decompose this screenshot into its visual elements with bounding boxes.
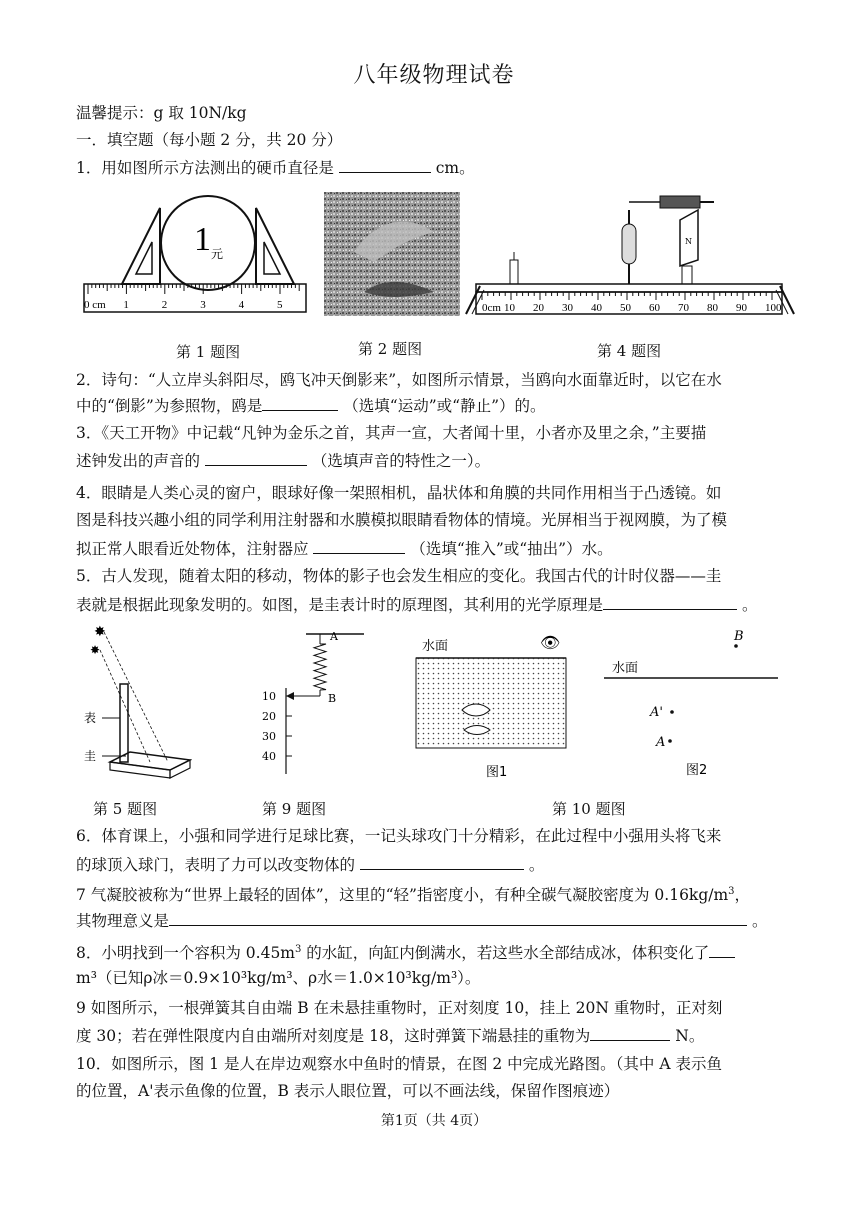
point-a-label: A	[656, 735, 666, 750]
svg-text:图1: 图1	[486, 765, 508, 780]
figure-5-gnomon	[80, 622, 192, 782]
question-4-line2: 图是科技兴趣小组的同学利用注射器和水膜模拟眼睛看物体的情境。光屏相当于视网膜，为了模	[76, 511, 728, 529]
scale-label: 30	[262, 730, 276, 743]
coin-value: 1	[194, 221, 211, 258]
bench-label: 0cm	[482, 302, 501, 314]
scale-label: 40	[262, 750, 276, 763]
question-4-line1: 4．眼睛是人类心灵的窗户，眼球好像一架照相机，晶状体和角膜的共同作用相当于凸透镜。如	[76, 484, 722, 502]
figure-9-spring	[258, 628, 368, 778]
answer-blank[interactable]	[262, 395, 338, 411]
answer-blank[interactable]	[205, 450, 307, 466]
bench-rail	[476, 284, 782, 292]
question-3-line2: 述钟发出的声音的 （选填声音的特性之一）。	[76, 452, 491, 470]
caption-fig9: 第 9 题图	[262, 800, 327, 818]
question-7-line2: 其物理意义是 。	[76, 912, 768, 930]
question-5-line1: 5．古人发现，随着太阳的移动，物体的影子也会发生相应的变化。我国古代的计时仪器——圭	[76, 567, 722, 585]
svg-text:B: B	[328, 692, 337, 705]
bench-label: 100	[765, 302, 782, 314]
svg-text:表: 表	[84, 711, 97, 725]
caption-fig5: 第 5 题图	[93, 800, 158, 818]
point-b-label: B	[734, 629, 744, 644]
svg-text:A: A	[330, 630, 338, 643]
question-2-line1: 2．诗句：“人立岸头斜阳尽，鸥飞冲天倒影来”，如图所示情景，当鸥向水面靠近时，以它在水	[76, 371, 722, 389]
question-8-line2: m³（已知ρ冰＝0.9×10³kg/m³、ρ水＝1.0×10³kg/m³）。	[76, 969, 481, 987]
ruler-label: 0 cm	[84, 299, 106, 311]
ruler-label: 1	[123, 299, 129, 311]
bench-label: 80	[707, 302, 718, 314]
page-title: 八年级物理试卷	[353, 63, 515, 88]
bench-label: 40	[591, 302, 602, 314]
bench-label: 10	[504, 302, 515, 314]
syringe	[660, 196, 700, 208]
gnomon-pole	[120, 684, 128, 762]
question-6-line2: 的球顶入球门，表明了力可以改变物体的 。	[76, 856, 545, 874]
question-10-line2: 的位置，A'表示鱼像的位置，B 表示人眼位置，可以不画法线，保留作图痕迹）	[76, 1082, 620, 1100]
question-2-line2: 中的“倒影”为参照物，鸥是 （选填“运动”或“静止”）的。	[76, 397, 546, 415]
question-7-line1: 7 气凝胶被称为“世界上最轻的固体”，这里的“轻”指密度小，有种全碳气凝胶密度为 $0.16kg/m^3$，	[76, 886, 751, 905]
answer-blank[interactable]	[360, 854, 524, 870]
ruler-label: 3	[200, 299, 206, 311]
bench-label: 70	[678, 302, 689, 314]
coin-unit: 元	[211, 247, 224, 261]
question-4-line3: 拟正常人眼看近处物体，注射器应 （选填“推入”或“抽出”）水。	[76, 540, 613, 558]
scale-label: 10	[262, 690, 276, 703]
answer-blank[interactable]	[709, 942, 735, 958]
eye-icon: 👁	[540, 633, 561, 652]
caption-fig4: 第 4 题图	[597, 342, 662, 360]
question-9-line2: 度 30；若在弹性限度内自由端所对刻度是 18，这时弹簧下端悬挂的重物为 N。	[76, 1027, 705, 1045]
question-8-line1: 8．小明找到一个容积为 $0.45m^3$ 的水缸，向缸内倒满水，若这些水全部结成冰，体积变化了	[76, 940, 735, 963]
answer-blank[interactable]	[169, 910, 747, 926]
answer-blank[interactable]	[603, 594, 737, 610]
ruler-label: 2	[161, 299, 168, 311]
water-lens	[622, 224, 636, 264]
bench-label: 90	[736, 302, 747, 314]
answer-blank[interactable]	[590, 1025, 670, 1041]
answer-blank[interactable]	[339, 157, 431, 173]
figure-10-diagram-1	[412, 632, 570, 782]
sun-icon: ✸	[94, 624, 106, 640]
bench-label: 60	[649, 302, 660, 314]
scale-label: 20	[262, 710, 276, 723]
page-footer: 第1页（共 4页）	[380, 1113, 488, 1129]
svg-text:图2: 图2	[686, 763, 708, 778]
figure-1-coin-ruler	[80, 188, 310, 320]
question-9-line1: 9 如图所示，一根弹簧其自由端 B 在未悬挂重物时，正对刻度 10，挂上 20N 重物时，正对刻	[76, 999, 723, 1017]
tip: 温馨提示：g 取 10N/kg	[76, 104, 247, 122]
question-1: 1．用如图所示方法测出的硬币直径是 cm。	[76, 159, 475, 177]
question-3-line1: 3．《天工开物》中记载“凡钟为金乐之首，其声一宣，大者闻十里，小者亦及里之余，”主要描	[76, 424, 707, 442]
water-label: 水面	[422, 639, 449, 654]
caption-fig1: 第 1 题图	[176, 343, 241, 361]
ruler-label: 4	[238, 299, 245, 311]
svg-text:N: N	[685, 237, 692, 246]
caption-fig2: 第 2 题图	[358, 340, 423, 358]
section-heading: 一．填空题（每小题 2 分，共 20 分）	[76, 131, 343, 149]
bench-label: 50	[620, 302, 631, 314]
question-5-line2: 表就是根据此现象发明的。如图，是圭表计时的原理图，其利用的光学原理是 。	[76, 596, 758, 614]
svg-text:圭: 圭	[84, 749, 97, 763]
bench-label: 30	[562, 302, 573, 314]
caption-fig10: 第 10 题图	[552, 800, 626, 818]
figure-2-photo	[324, 192, 460, 316]
figure-10-diagram-2	[600, 622, 784, 782]
answer-blank[interactable]	[313, 538, 405, 554]
point-a-prime-label: A'	[650, 705, 663, 720]
bench-label: 20	[533, 302, 544, 314]
question-10-line1: 10．如图所示，图 1 是人在岸边观察水中鱼时的情景，在图 2 中完成光路图。（其中 A 表示鱼	[76, 1055, 722, 1073]
question-6-line1: 6．体育课上，小强和同学进行足球比赛，一记头球攻门十分精彩，在此过程中小强用头将飞来	[76, 827, 722, 845]
set-square-right	[256, 208, 294, 284]
svg-text:水面: 水面	[612, 661, 639, 676]
set-square-left	[122, 208, 160, 284]
spring-coil	[314, 644, 326, 690]
candle	[510, 260, 518, 284]
sun-icon-2: ✸	[90, 643, 101, 657]
ruler-label: 5	[277, 299, 283, 311]
figure-4-optical-bench	[462, 190, 798, 320]
